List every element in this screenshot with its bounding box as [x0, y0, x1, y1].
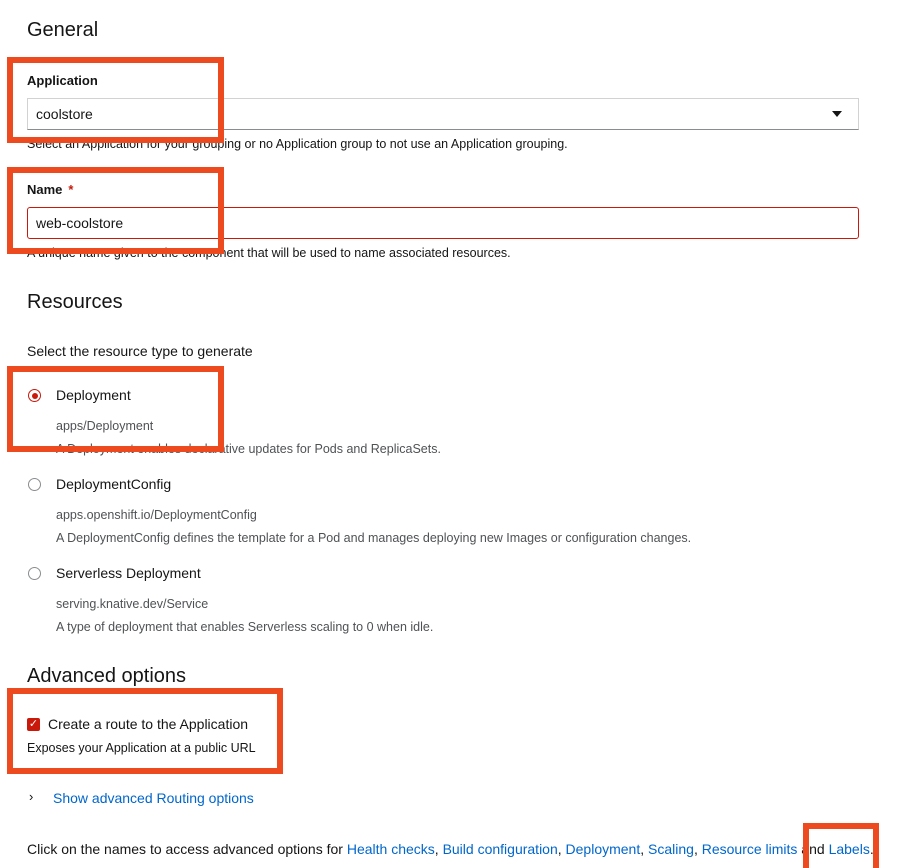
chevron-right-icon[interactable]: ›: [29, 789, 34, 804]
resources-heading: Resources: [27, 291, 123, 313]
name-input[interactable]: [27, 207, 859, 239]
option-title[interactable]: Deployment: [56, 387, 131, 403]
option-title[interactable]: DeploymentConfig: [56, 476, 172, 492]
application-value: coolstore: [36, 106, 93, 122]
name-helper: A unique name given to the component that will be used to name associated resources.: [27, 246, 511, 260]
radio-serverless[interactable]: [28, 567, 41, 580]
name-label: Name *: [27, 182, 74, 197]
name-value: web-coolstore: [36, 215, 124, 231]
option-description: A type of deployment that enables Serverless scaling to 0 when idle.: [56, 620, 434, 634]
option-title[interactable]: Serverless Deployment: [56, 565, 201, 581]
option-subtitle: serving.knative.dev/Service: [56, 597, 209, 611]
link-resource-limits[interactable]: Resource limits: [701, 841, 798, 857]
option-subtitle: apps/Deployment: [56, 419, 154, 433]
resources-prompt: Select the resource type to generate: [27, 343, 253, 359]
radio-deploymentconfig[interactable]: [28, 478, 41, 491]
option-subtitle: apps.openshift.io/DeploymentConfig: [56, 508, 257, 522]
option-description: A Deployment enables declarative updates for Pods and ReplicaSets.: [56, 442, 441, 456]
link-deployment[interactable]: Deployment: [565, 841, 641, 857]
route-label[interactable]: Create a route to the Application: [48, 716, 249, 732]
caret-down-icon: [832, 111, 842, 117]
application-helper: Select an Application for your grouping or no Application group to not use an Application grouping.: [27, 137, 568, 151]
link-scaling[interactable]: Scaling: [648, 841, 694, 857]
route-checkbox[interactable]: [27, 718, 40, 731]
application-label: Application: [27, 73, 98, 88]
route-helper: Exposes your Application at a public URL: [27, 741, 256, 755]
advanced-footer: Click on the names to access advanced options for Health checks, Build configuration, Deployment, Scaling, Resource limits and Labels.: [27, 841, 874, 857]
link-build-configuration[interactable]: Build configuration: [442, 841, 558, 857]
checkmark-icon: ✓: [28, 718, 39, 730]
advanced-heading: Advanced options: [27, 665, 187, 687]
general-heading: General: [27, 19, 99, 41]
option-description: A DeploymentConfig defines the template for a Pod and manages deploying new Images or configuration changes.: [56, 531, 692, 545]
link-labels[interactable]: Labels: [828, 841, 870, 857]
highlight-box-deployment: [7, 366, 224, 452]
show-routing-options-toggle[interactable]: Show advanced Routing options: [53, 790, 254, 806]
application-select[interactable]: [27, 98, 859, 130]
required-marker: *: [68, 182, 74, 197]
radio-deployment[interactable]: [28, 389, 41, 402]
link-health-checks[interactable]: Health checks: [346, 841, 435, 857]
